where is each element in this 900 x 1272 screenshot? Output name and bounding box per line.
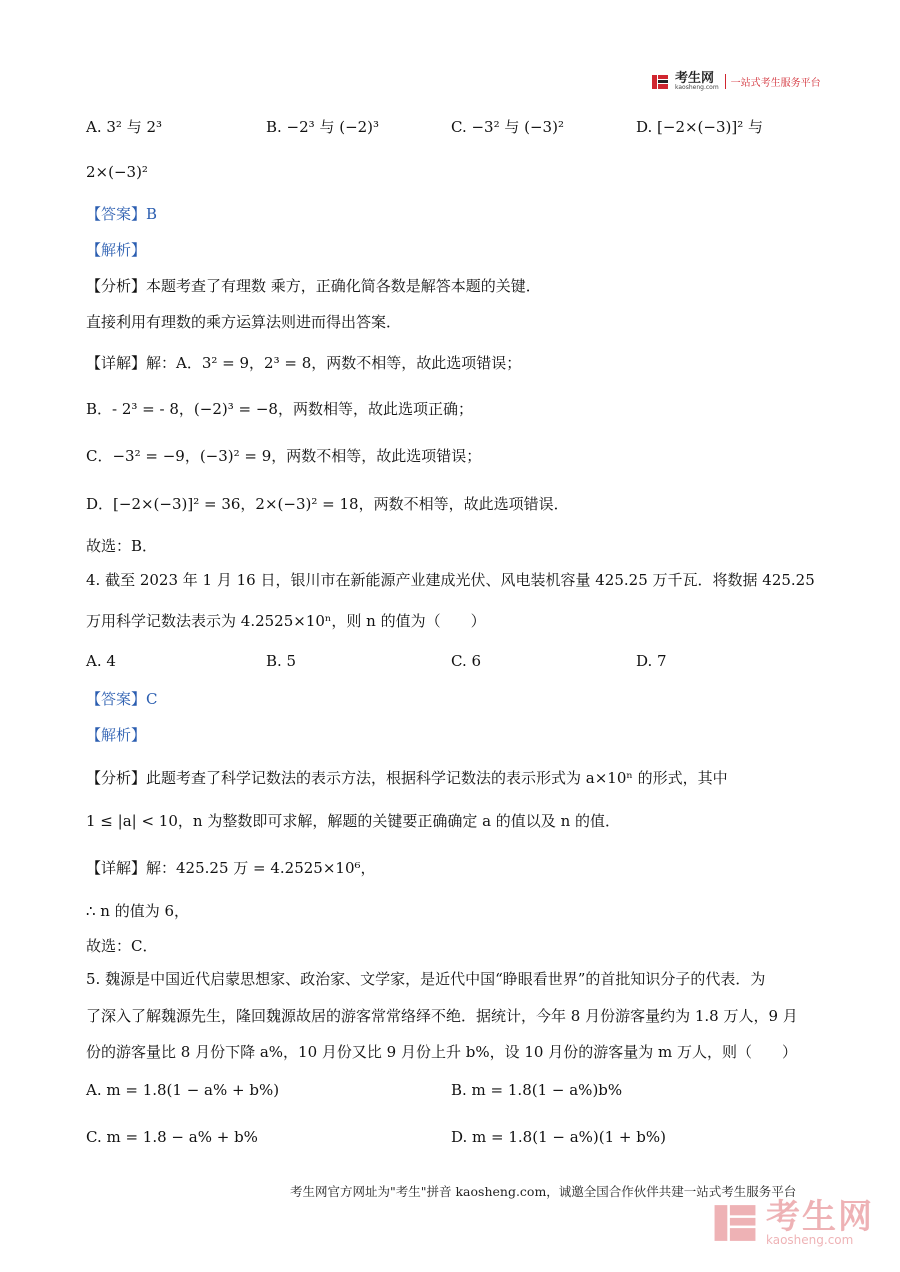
q4-detail-2: ∴ n 的值为 6， bbox=[86, 902, 190, 920]
q4-answer: 【答案】C bbox=[86, 690, 158, 708]
q5-stem-1: 5. 魏源是中国近代启蒙思想家、政治家、文学家，是近代中国“睁眼看世界”的首批知识分子的代表．为 bbox=[86, 970, 766, 988]
watermark-name: 考生网 bbox=[766, 1197, 874, 1237]
q5-opt-b: B. m = 1.8(1 − a%)b% bbox=[451, 1081, 623, 1099]
q5-stem-2: 了深入了解魏源先生，隆回魏源故居的游客常常络绎不绝．据统计，今年 8 月份游客量约为 1.8 万人，9 月 bbox=[86, 1007, 798, 1025]
q3-analysis-label: 【解析】 bbox=[86, 241, 147, 259]
q4-stem-2: 万用科学记数法表示为 4.2525×10ⁿ，则 n 的值为（ ） bbox=[86, 612, 486, 630]
q5-stem-3: 份的游客量比 8 月份下降 a%，10 月份又比 9 月份上升 b%，设 10 月份的游客量为 m 万人，则（ ） bbox=[86, 1043, 797, 1061]
q5-opt-c: C. m = 1.8 − a% + b% bbox=[86, 1128, 258, 1146]
q3-analysis-1: 【分析】本题考查了有理数 乘方，正确化简各数是解答本题的关键． bbox=[86, 277, 541, 295]
q4-conclusion: 故选：C． bbox=[86, 937, 158, 955]
q3-detail-a: 【详解】解：A．3² = 9，2³ = 8，两数不相等，故此选项错误； bbox=[86, 354, 522, 372]
logo-slogan: 一站式考生服务平台 bbox=[725, 74, 821, 89]
q4-stem-1: 4. 截至 2023 年 1 月 16 日，银川市在新能源产业建成光伏、风电装机容量 425.25 万千瓦．将数据 425.25 bbox=[86, 571, 815, 589]
q3-answer: 【答案】B bbox=[86, 205, 158, 223]
header-logo bbox=[651, 72, 821, 91]
q4-analysis-label: 【解析】 bbox=[86, 726, 147, 744]
q3-detail-b: B．- 2³ = - 8，(−2)³ = −8，两数相等，故此选项正确； bbox=[86, 400, 473, 418]
watermark-domain: kaosheng.com bbox=[766, 1233, 854, 1247]
q3-opt-c: C. −3² 与 (−3)² bbox=[451, 118, 564, 136]
logo-text bbox=[675, 72, 719, 91]
q4-opt-d: D. 7 bbox=[636, 652, 667, 670]
q4-analysis-1: 【分析】此题考查了科学记数法的表示方法，根据科学记数法的表示形式为 a×10ⁿ 的形式，其中 bbox=[86, 769, 728, 787]
footer-note: 考生网官方网址为"考生"拼音 kaosheng.com，诚邀全国合作伙伴共建一站式考生服务平台 bbox=[290, 1184, 797, 1199]
kaosheng-watermark-icon bbox=[712, 1200, 758, 1246]
q4-opt-b: B. 5 bbox=[266, 652, 297, 670]
q3-opt-d-cont: 2×(−3)² bbox=[86, 163, 148, 181]
kaosheng-logo-icon bbox=[651, 73, 669, 91]
q3-opt-d: D. [−2×(−3)]² 与 bbox=[636, 118, 764, 136]
q3-analysis-2: 直接利用有理数的乘方运算法则进而得出答案． bbox=[86, 313, 402, 331]
q4-analysis-2: 1 ≤ |a| < 10，n 为整数即可求解，解题的关键要正确确定 a 的值以及 n 的值． bbox=[86, 812, 620, 830]
q3-opt-a: A. 3² 与 2³ bbox=[86, 118, 163, 136]
q3-detail-d: D．[−2×(−3)]² = 36，2×(−3)² = 18，两数不相等，故此选项错误． bbox=[86, 495, 569, 513]
q5-opt-d: D. m = 1.8(1 − a%)(1 + b%) bbox=[451, 1128, 666, 1146]
q4-opt-a: A. 4 bbox=[86, 652, 116, 670]
q4-opt-c: C. 6 bbox=[451, 652, 482, 670]
q3-detail-c: C．−3² = −9，(−3)² = 9，两数不相等，故此选项错误； bbox=[86, 447, 482, 465]
watermark bbox=[712, 1197, 874, 1247]
q3-opt-b: B. −2³ 与 (−2)³ bbox=[266, 118, 380, 136]
logo-name: 考生网 bbox=[675, 71, 715, 86]
q3-conclusion: 故选：B． bbox=[86, 537, 158, 555]
q5-opt-a: A. m = 1.8(1 − a% + b%) bbox=[86, 1081, 280, 1099]
q4-detail-1: 【详解】解：425.25 万 = 4.2525×10⁶， bbox=[86, 859, 376, 877]
logo-domain: kaosheng.com bbox=[675, 84, 719, 91]
